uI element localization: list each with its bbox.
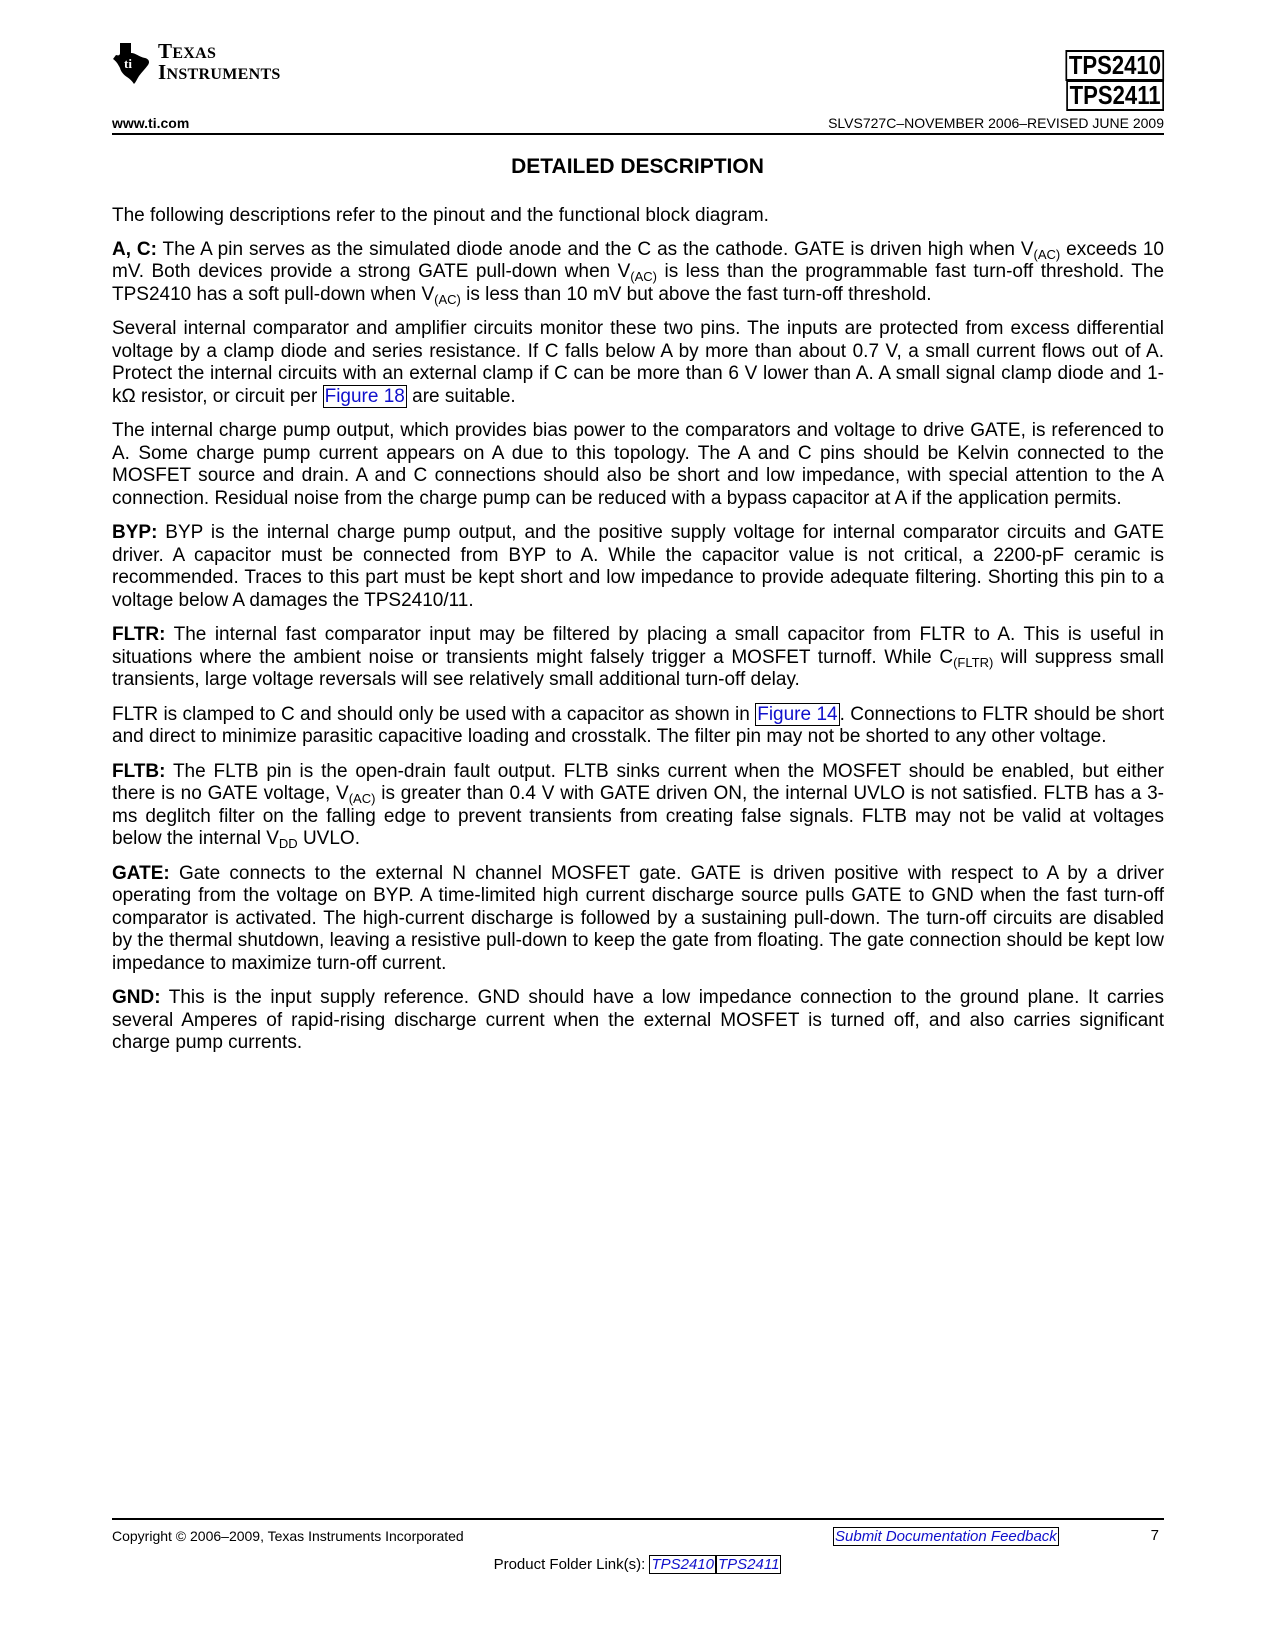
logo-text-texas: TEXAS [158,39,217,63]
byp-term: BYP: [112,522,158,543]
figure-18-link[interactable]: Figure 18 [324,385,405,407]
submit-feedback-link[interactable]: Submit Documentation Feedback [835,1528,1057,1545]
tps2410-folder-link[interactable]: TPS2410 [651,1556,714,1573]
gate-term: GATE: [112,862,170,884]
ac-pin-paragraph: A, C: The A pin serves as the simulated diode anode and the C as the cathode. GATE is driven high when $V_{(AC)}$ exceeds 10 mV. Both devices provide a strong GATE pull-down when $V_{(AC)}$ is less than the programmable fast turn-off threshold. The TPS2410 has a soft pull-down when $V_{(AC)}$ is less than 10 mV but above the fast turn-off threshold. [112,238,1165,307]
document-id: SLVS727C–NOVEMBER 2006–REVISED JUNE 2009 [828,115,1164,131]
fltr-term: FLTR: [112,624,166,645]
part-number-tps2410: TPS2410 [1065,50,1164,81]
product-folder-label: Product Folder Link(s): [493,1556,650,1573]
gnd-pin-paragraph: GND: This is the input supply reference. GND should have a low impedance connection to the ground plane. It carries several Amperes of rapid-rising discharge current when the external MOSFET is turned off, and also carries significant charge pump currents. [112,987,1164,1053]
product-folder-links [0,1556,1275,1573]
page-title: DETAILED DESCRIPTION [511,155,764,178]
texas-state-icon [112,41,152,85]
gate-pin-paragraph: GATE: Gate connects to the external N channel MOSFET gate. GATE is driven positive with respect to A by a driver operating from the voltage on BYP. A time-limited high current discharge source pulls GATE to GND when the fast turn-off comparator is activated. The high-current discharge is followed by a sustaining pull-down. The turn-off circuits are disabled by the thermal shutdown, leaving a resistive pull-down to keep the gate from floating. The gate connection should be kept low impedance to maximize turn-off current. [112,862,1164,974]
part-number-tps2411: TPS2411 [1066,80,1164,111]
fltb-pin-paragraph: FLTB: The FLTB pin is the open-drain fault output. FLTB sinks current when the MOSFET should be enabled, but either there is no GATE voltage, $V_{(AC)}$ is greater than 0.4 V with GATE driven ON, the internal UVLO is not satisfied. FLTB has a 3-ms deglitch filter on the falling edge to prevent transients from creating false signals. FLTB may not be valid at voltages below the internal $V_{DD}$ UVLO. [112,760,1164,851]
ti-logo [112,40,281,86]
ac-clamp-paragraph: Several internal comparator and amplifier circuits monitor these two pins. The inputs are protected from excess differential voltage by a clamp diode and series resistance. If C falls below A by more than about 0.7 V, a small current flows out of A. Protect the internal circuits with an external clamp if C can be more than 6 V lower than A. A small signal clamp diode and 1-kΩ resistor, or circuit per Figure 18 are suitable. [112,318,1164,407]
fltr-clamp-paragraph: FLTR is clamped to C and should only be used with a capacitor as shown in Figure 14 . Connections to FLTR should be short and direct to minimize parasitic capacitive loading and crosstalk. The filter pin may not be shorted to any other voltage. [112,703,1164,747]
svg-text:ti: ti [124,56,132,71]
tps2411-folder-link[interactable]: TPS2411 [718,1556,780,1573]
figure-14-link[interactable]: Figure 14 [757,703,838,725]
footer-divider [112,1518,1164,1520]
intro-paragraph: The following descriptions refer to the pinout and the functional block diagram. [112,205,769,226]
gnd-term: GND: [112,987,161,1008]
charge-pump-paragraph: The internal charge pump output, which provides bias power to the comparators and voltage to drive GATE, is referenced to A. Some charge pump current appears on A due to this topology. The A and C pins should be Kelvin connected to the MOSFET source and drain. A and C connections should also be short and low impedance, with special attention to the A connection. Residual noise from the charge pump can be reduced with a bypass capacitor at A if the application permits. [112,420,1164,509]
page-number: 7 [1150,1527,1159,1544]
fltr-pin-paragraph: FLTR: The internal fast comparator input may be filtered by placing a small capacitor from FLTR to A. This is useful in situations where the ambient noise or transients might falsely trigger a MOSFET turnoff. While $C_{(FLTR)}$ will suppress small transients, large voltage reversals will see relatively small additional turn-off delay. [112,624,1164,690]
ac-term: A, C: [112,238,157,260]
fltb-term: FLTB: [112,760,166,782]
document-body [112,205,1164,1067]
website-link[interactable]: www.ti.com [112,115,190,131]
header-divider [112,133,1164,135]
byp-pin-paragraph: BYP: BYP is the internal charge pump output, and the positive supply voltage for internal comparator circuits and GATE driver. A capacitor must be connected from BYP to A. While the capacitor value is not critical, a 2200-pF ceramic is recommended. Traces to this part must be kept short and low impedance to provide adequate filtering. Shorting this pin to a voltage below A damages the TPS2410/11. [112,522,1164,611]
logo-text-instruments: INSTRUMENTS [158,60,281,84]
copyright-notice: Copyright © 2006–2009, Texas Instruments Incorporated [112,1528,464,1544]
